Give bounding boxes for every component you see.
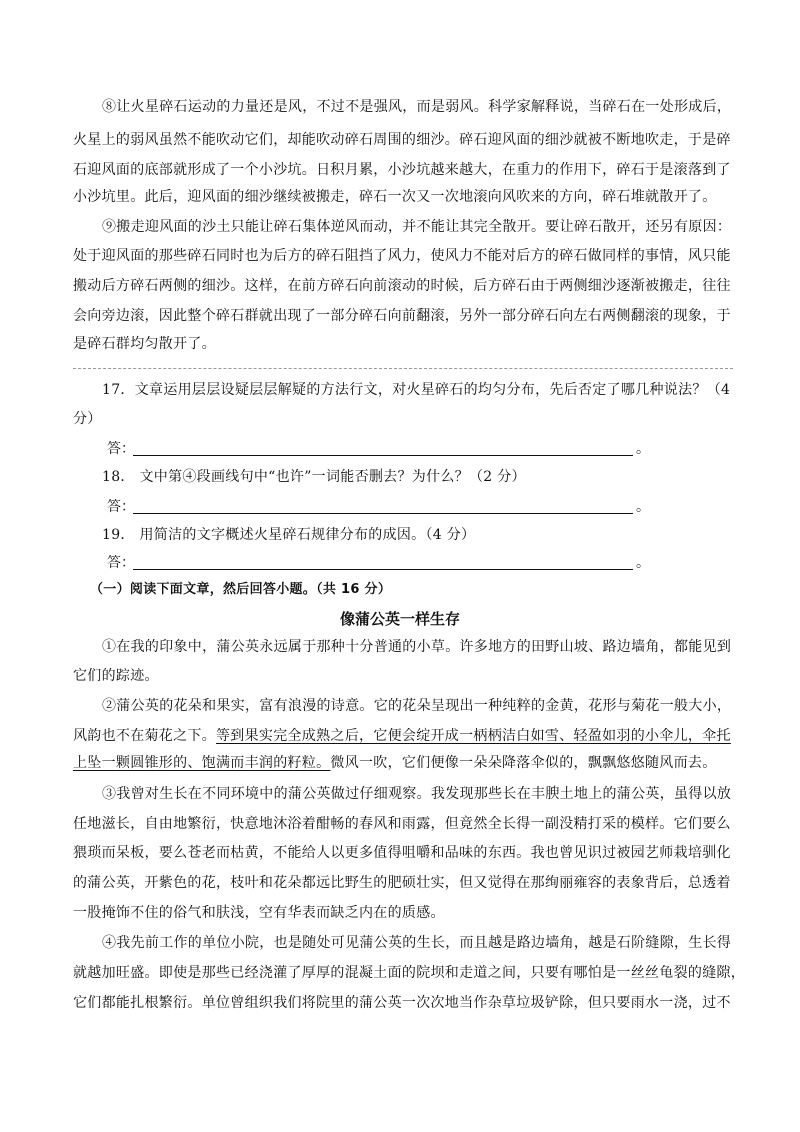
paragraph-8-line-2: 火星上的弱风虽然不能吹动它们，却能吹动碎石周围的细沙。碎石迎风面的细沙就被不断地吹走，于是碎 [73,132,731,148]
question-19: 19． 用简洁的文字概述火星碎石规律分布的成因。（4 分） [102,527,476,543]
dandelion-paragraph-1-line-2: 它们的踪迹。 [73,668,159,684]
dandelion-paragraph-2-line-3 [73,753,717,773]
paragraph-2-plain-text: 风韵也不在菊花之下。 [73,728,216,744]
paragraph-9-line-2: 处于迎风面的那些碎石同时也为后方的碎石阻挡了风力，使风力不能对后方的碎石做同样的事情，风只能 [73,248,731,264]
dandelion-paragraph-3-line-5: 一股掩饰不住的俗气和肤浅，空有华表而缺乏内在的质感。 [73,905,445,921]
question-17-line-1: 17．文章运用层层设疑层层解疑的方法行文，对火星碎石的均匀分布，先后否定了哪几种说法？（4 [102,382,731,398]
question-18: 18． 文中第④段画线句中“也许”一词能否删去？为什么？（2 分） [102,469,526,485]
answer-line-17[interactable] [133,455,633,456]
dandelion-paragraph-3-line-4: 的蒲公英，开紫色的花，枝叶和花朵都远比野生的肥硕壮实，但又觉得在那绚丽雍容的表象背后，总透着 [73,875,731,891]
article-title: 像蒲公英一样生存 [339,610,460,628]
question-17-line-2: 分） [73,411,102,427]
answer-label-19: 答： [107,555,135,571]
answer-end-17: 。 [636,441,650,457]
paragraph-8-line-3: 石迎风面的底部就形成了一个小沙坑。日积月累，小沙坑越来越大，在重力的作用下，碎石于是滚落到了 [73,162,731,178]
paragraph-2-ending-text: 微风一吹，它们便像一朵朵降落伞似的，飘飘悠悠随风而去。 [330,755,717,771]
paragraph-9-line-5: 是碎石群均匀散开了。 [73,336,216,352]
underlined-sentence-part-2: 上坠一颗圆锥形的、饱满而丰润的籽粒。 [73,755,331,771]
answer-line-18[interactable] [133,513,633,514]
dandelion-paragraph-2-line-1: ②蒲公英的花朵和果实，富有浪漫的诗意。它的花朵呈现出一种纯粹的金黄，花形与菊花一般大小， [102,698,732,714]
paragraph-9-line-4: 会向旁边滚，因此整个碎石群就出现了一部分碎石向前翻滚，另外一部分碎石向左右两侧翻滚的现象，于 [73,308,731,324]
dandelion-paragraph-4-line-1: ④我先前工作的单位小院，也是随处可见蒲公英的生长，而且越是路边墙角，越是石阶缝隙，生长得 [102,935,732,951]
paragraph-8-line-1: ⑧让火星碎石运动的力量还是风，不过不是强风，而是弱风。科学家解释说，当碎石在一处形成后， [102,99,732,115]
paragraph-9-line-3: 搬动后方碎石两侧的细沙。这样，在前方碎石向前滚动的时候，后方碎石由于两侧细沙逐渐被搬走，往往 [73,278,731,294]
dandelion-paragraph-4-line-2: 就越加旺盛。即使是那些已经浇灌了厚厚的混凝土面的院坝和走道之间，只要有哪怕是一丝丝龟裂的缝隙， [73,965,746,981]
answer-end-19: 。 [636,555,650,571]
dandelion-paragraph-3-line-3: 猥琐而呆板，要么苍老而枯黄，不能给人以更多值得咀嚼和品味的东西。我也曾见识过被园艺师栽培驯化 [73,845,731,861]
answer-label-17: 答： [107,441,135,457]
dandelion-paragraph-1-line-1: ①在我的印象中，蒲公英永远属于那种十分普通的小草。许多地方的田野山坡、路边墙角，都能见到 [102,639,732,655]
dandelion-paragraph-2-line-2 [73,726,731,746]
section-heading: （一）阅读下面文章，然后回答小题。（共 16 分） [90,582,392,597]
paragraph-8-line-4: 小沙坑里。此后，迎风面的细沙继续被搬走，碎石一次又一次地滚向风吹来的方向，碎石堆就散开了。 [73,189,717,205]
dandelion-paragraph-3-line-1: ③我曾对生长在不同环境中的蒲公英做过仔细观察。我发现那些长在丰腴土地上的蒲公英，虽得以放 [102,786,732,802]
underlined-sentence-part-1: 等到果实完全成熟之后，它便会绽开成一柄柄洁白如雪、轻盈如羽的小伞儿，伞托 [216,728,731,744]
dandelion-paragraph-4-line-3: 它们都能扎根繁衍。单位曾组织我们将院里的蒲公英一次次地当作杂草垃圾铲除，但只要雨水一浇，过不 [73,995,731,1011]
answer-end-18: 。 [636,499,650,515]
dandelion-paragraph-3-line-2: 任地滋长，自由地繁衍，快意地沐浴着酣畅的春风和雨露，但竟然全长得一副没精打采的模样。它们要么 [73,816,731,832]
section-divider [73,368,733,369]
answer-line-19[interactable] [133,569,633,570]
paragraph-9-line-1: ⑨搬走迎风面的沙土只能让碎石集体逆风而动，并不能让其完全散开。要让碎石散开，还另有原因： [102,219,732,235]
answer-label-18: 答： [107,499,135,515]
